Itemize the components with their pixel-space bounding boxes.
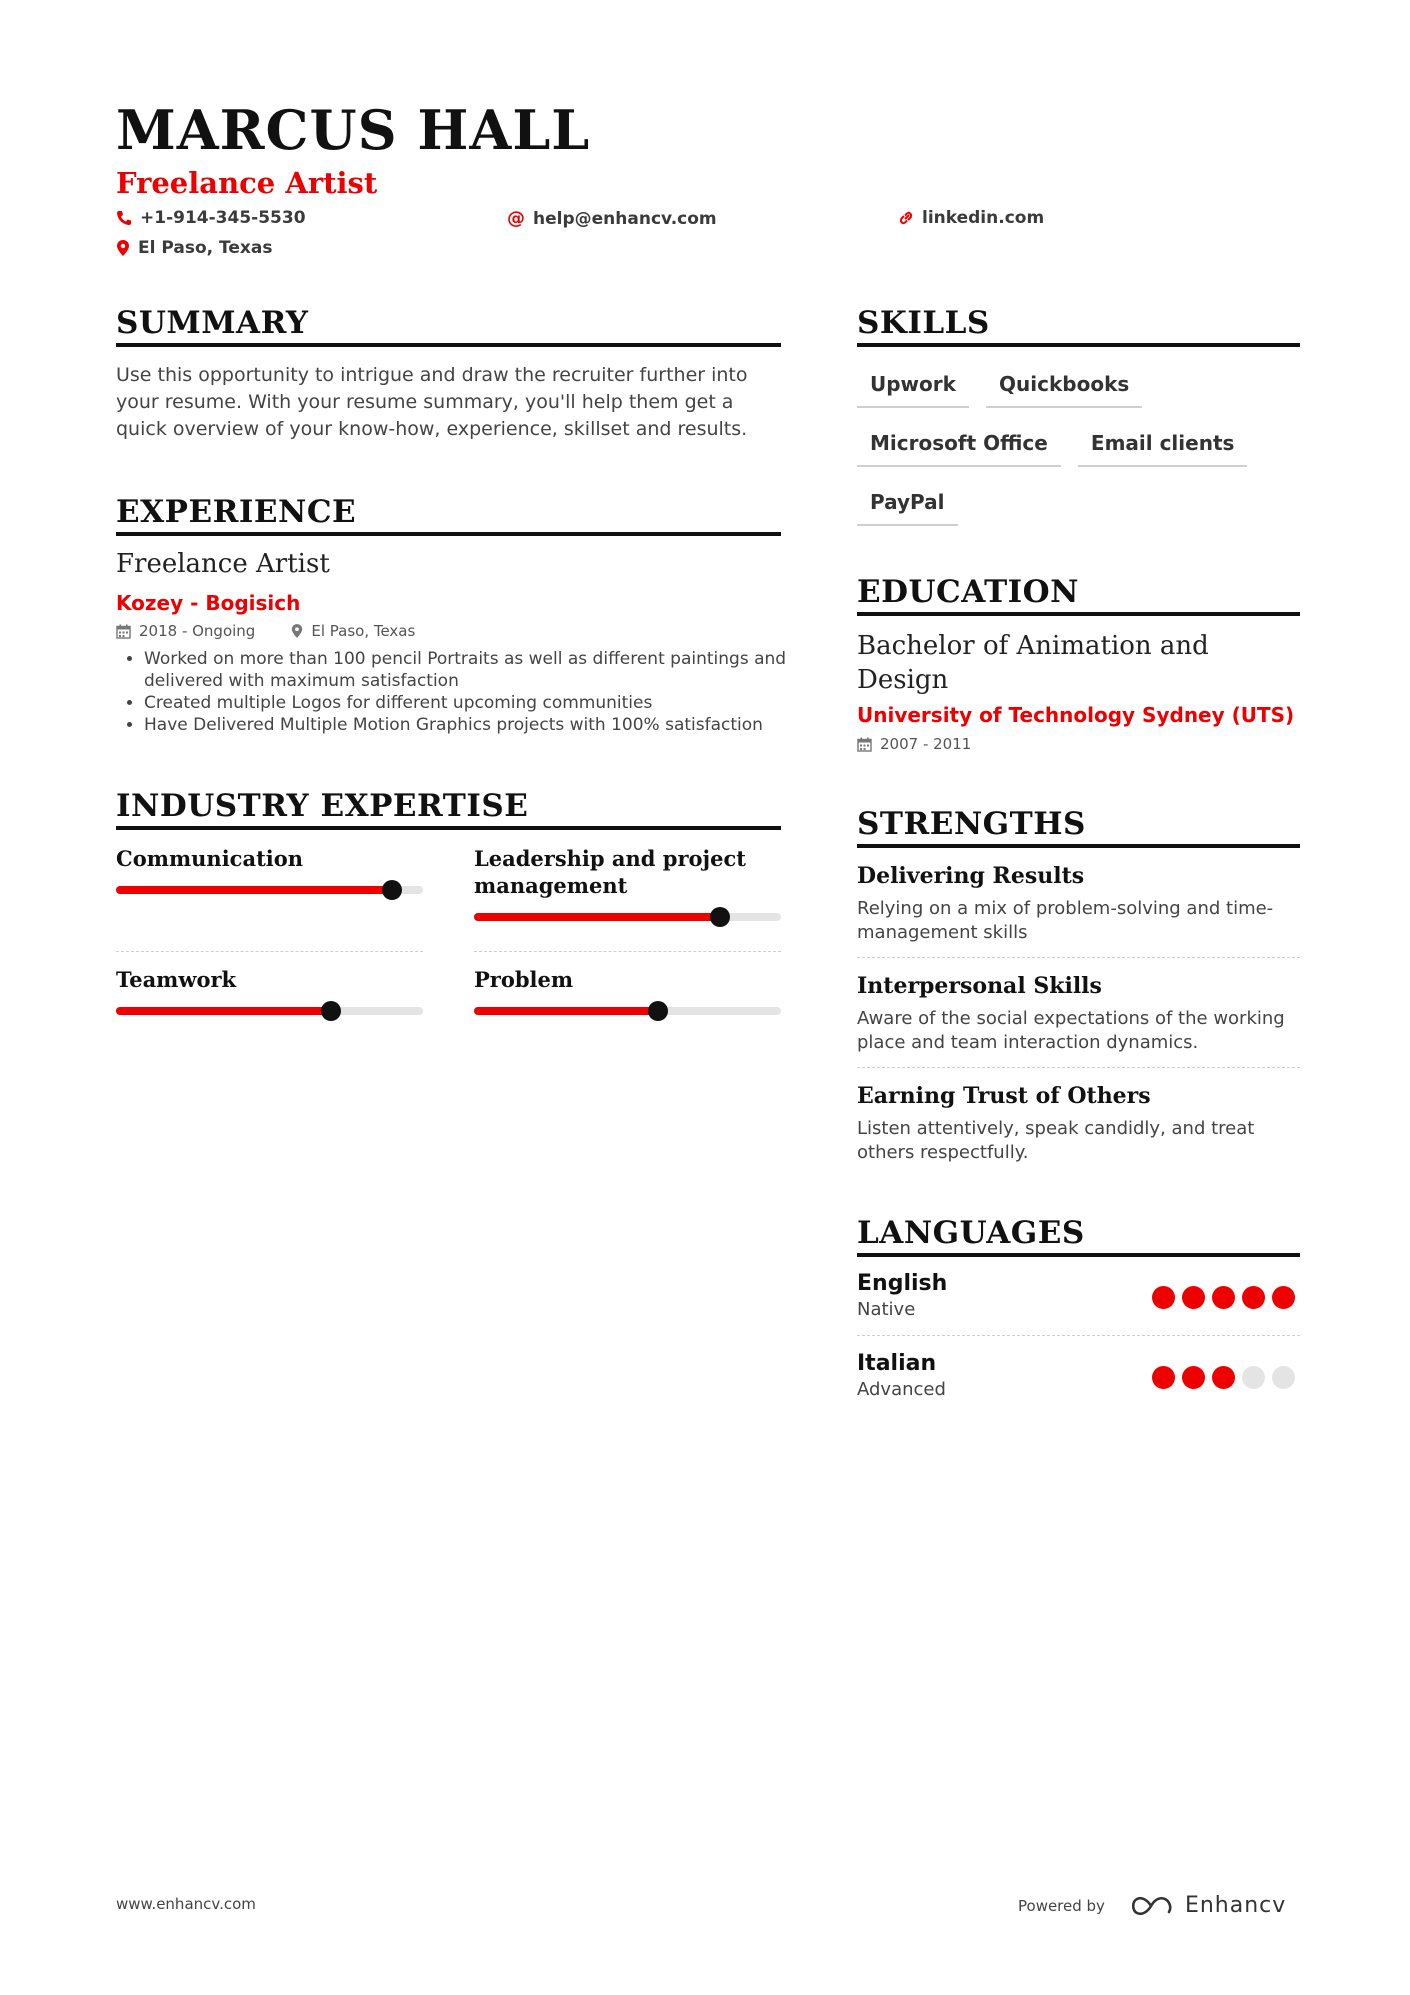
language-rating xyxy=(1152,1286,1295,1309)
strength-title: Interpersonal Skills xyxy=(857,973,1102,999)
strength-desc: Listen attentively, speak candidly, and treat others respectfully. xyxy=(857,1118,1255,1163)
expertise-fill xyxy=(116,886,392,894)
strength-title: Earning Trust of Others xyxy=(857,1083,1151,1109)
strength-title: Delivering Results xyxy=(857,863,1085,889)
experience-dates: 2018 - Ongoing xyxy=(139,622,256,640)
strengths-heading: STRENGTHS xyxy=(857,806,1300,848)
contact-location xyxy=(116,238,272,258)
enhancv-wordmark: Enhancv xyxy=(1184,1893,1287,1918)
education-degree: Bachelor of Animation and Design xyxy=(857,631,1209,695)
divider xyxy=(857,1335,1300,1336)
expertise-label: Problem xyxy=(474,967,574,992)
footer-brand xyxy=(1018,1893,1286,1918)
skill-tag: Microsoft Office xyxy=(857,431,1061,467)
education-meta xyxy=(857,735,971,753)
candidate-title: Freelance Artist xyxy=(116,166,378,200)
at-icon: @ xyxy=(507,208,525,229)
rating-dot xyxy=(1272,1366,1295,1389)
footer-url[interactable]: www.enhancv.com xyxy=(116,1895,256,1913)
expertise-fill xyxy=(474,1007,658,1015)
expertise-fill xyxy=(474,913,720,921)
rating-dot xyxy=(1212,1286,1235,1309)
skills-heading: SKILLS xyxy=(857,305,1300,347)
language-level: Advanced xyxy=(857,1379,946,1400)
list-item: • Have Delivered Multiple Motion Graphics projects with 100% satisfaction xyxy=(144,714,804,736)
expertise-fill xyxy=(116,1007,331,1015)
rating-dot xyxy=(1152,1286,1175,1309)
rating-dot xyxy=(1272,1286,1295,1309)
divider xyxy=(116,951,423,952)
experience-heading: EXPERIENCE xyxy=(116,494,781,536)
education-heading: EDUCATION xyxy=(857,574,1300,616)
experience-meta xyxy=(116,622,415,640)
rating-dot xyxy=(1182,1366,1205,1389)
link-icon xyxy=(898,210,914,226)
skill-tag: Upwork xyxy=(857,372,969,408)
rating-dot xyxy=(1242,1286,1265,1309)
email-text: help@enhancv.com xyxy=(533,208,717,229)
rating-dot xyxy=(1242,1366,1265,1389)
contact-phone xyxy=(116,208,306,228)
skill-tag: PayPal xyxy=(857,490,958,526)
expertise-label: Teamwork xyxy=(116,967,237,992)
experience-company: Kozey - Bogisich xyxy=(116,591,301,615)
list-item: • Created multiple Logos for different upcoming communities xyxy=(144,692,804,714)
calendar-icon xyxy=(857,737,872,752)
divider xyxy=(857,1067,1300,1068)
phone-icon xyxy=(116,210,132,226)
language-rating xyxy=(1152,1366,1295,1389)
language-name: Italian xyxy=(857,1351,937,1376)
expertise-label: Leadership and project management xyxy=(474,846,746,898)
skill-tag: Quickbooks xyxy=(986,372,1142,408)
expertise-bar xyxy=(474,1007,781,1015)
strength-desc: Relying on a mix of problem-solving and time-management skills xyxy=(857,898,1274,943)
rating-dot xyxy=(1152,1366,1175,1389)
education-dates: 2007 - 2011 xyxy=(880,735,972,753)
expertise-bar xyxy=(116,1007,423,1015)
location-pin-icon xyxy=(116,240,130,256)
experience-location: El Paso, Texas xyxy=(311,622,416,640)
expertise-knob xyxy=(382,880,402,900)
language-level: Native xyxy=(857,1299,916,1320)
list-item: • Worked on more than 100 pencil Portraits as well as different paintings and delivered with maximum satisfaction xyxy=(144,648,804,692)
expertise-bar xyxy=(116,886,423,894)
expertise-knob xyxy=(710,907,730,927)
languages-heading: LANGUAGES xyxy=(857,1215,1300,1257)
summary-text: Use this opportunity to intrigue and draw the recruiter further into your resume. With your resume summary, you'll help them get a quick overview of your know-how, experience, skillset and results. xyxy=(116,364,748,440)
skill-tag: Email clients xyxy=(1078,431,1248,467)
location-pin-icon xyxy=(291,624,303,638)
experience-bullets xyxy=(116,648,804,736)
link-text: linkedin.com xyxy=(922,208,1045,228)
contact-email[interactable] xyxy=(507,208,717,229)
divider xyxy=(474,951,781,952)
powered-by-label: Powered by xyxy=(1018,1896,1105,1915)
rating-dot xyxy=(1212,1366,1235,1389)
expertise-knob xyxy=(648,1001,668,1021)
education-school: University of Technology Sydney (UTS) xyxy=(857,703,1295,727)
rating-dot xyxy=(1182,1286,1205,1309)
expertise-knob xyxy=(321,1001,341,1021)
summary-heading: SUMMARY xyxy=(116,305,781,347)
strength-desc: Aware of the social expectations of the working place and team interaction dynamics. xyxy=(857,1008,1285,1053)
experience-role: Freelance Artist xyxy=(116,549,330,579)
candidate-name: MARCUS HALL xyxy=(116,98,591,162)
expertise-heading: INDUSTRY EXPERTISE xyxy=(116,788,781,830)
enhancv-logo-icon xyxy=(1129,1894,1175,1918)
expertise-label: Communication xyxy=(116,846,304,871)
calendar-icon xyxy=(116,624,131,639)
divider xyxy=(857,957,1300,958)
contact-link[interactable] xyxy=(898,208,1044,228)
expertise-bar xyxy=(474,913,781,921)
language-name: English xyxy=(857,1271,948,1296)
phone-text: +1-914-345-5530 xyxy=(140,208,306,228)
location-text: El Paso, Texas xyxy=(138,238,273,258)
